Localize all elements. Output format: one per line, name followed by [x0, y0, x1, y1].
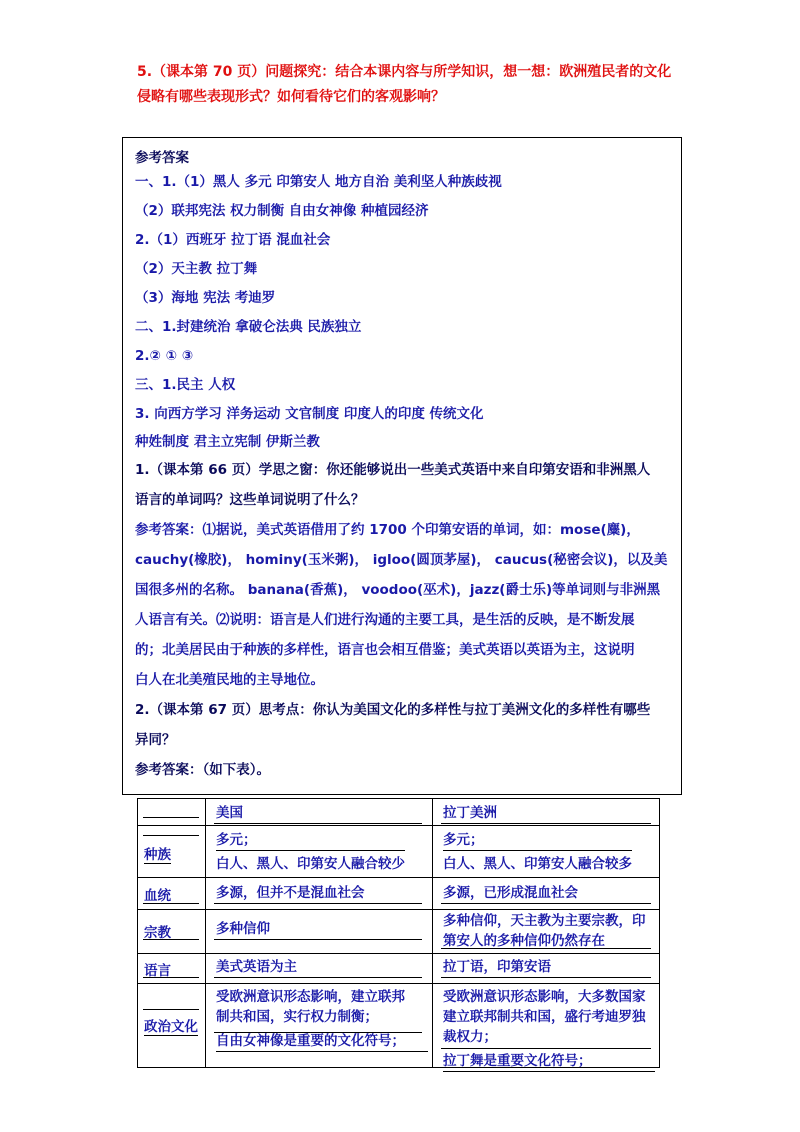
- column-divider: [432, 799, 433, 1067]
- cell-underline: [441, 903, 651, 904]
- cell-us-religion: 多种信仰: [216, 921, 270, 937]
- row-divider: [138, 825, 659, 826]
- question-5-line-1: 5.（课本第 70 页）问题探究：结合本课内容与所学知识，想一想：欧洲殖民者的文化: [137, 64, 672, 80]
- question-5: [137, 60, 677, 110]
- answer-line: （2）天主教 拉丁舞: [135, 261, 258, 277]
- cell-text: 多元；: [216, 830, 405, 851]
- cell-text: 多种信仰，天主教为主要宗教，印: [443, 913, 646, 929]
- answer-1-line: 人语言有关。⑵说明：语言是人们进行沟通的主要工具，是生活的反映，是不断发展: [135, 612, 635, 628]
- cell-underline: [214, 1032, 422, 1033]
- row-label-race: 种族: [144, 843, 171, 864]
- question-2-line-1: 2.（课本第 67 页）思考点：你认为美国文化的多样性与拉丁美洲文化的多样性有哪些: [135, 702, 651, 718]
- answer-line: （2）联邦宪法 权力制衡 自由女神像 种植园经济: [135, 203, 429, 219]
- cell-us-lineage: 多源，但并不是混血社会: [216, 885, 365, 901]
- header-latin-america: 拉丁美洲: [443, 805, 497, 821]
- answer-box: [122, 137, 682, 795]
- answer-line: 3. 向西方学习 洋务运动 文官制度 印度人的印度 传统文化: [135, 406, 484, 422]
- cell-text: 建立联邦制共和国，盛行考迪罗独: [443, 1009, 646, 1025]
- cell-text: 多元；: [443, 830, 632, 851]
- label-overline: [143, 835, 199, 836]
- answer-line: （3）海地 宪法 考迪罗: [135, 290, 276, 306]
- answer-line: 二、1.封建统治 拿破仑法典 民族独立: [135, 319, 362, 335]
- cell-text: 受欧洲意识形态影响，建立联邦: [216, 989, 405, 1005]
- cell-text: 第安人的多种信仰仍然存在: [443, 933, 605, 949]
- cell-us-race: [216, 830, 405, 874]
- answer-1-line: cauchy(橡胶)， hominy(玉米粥)， igloo(圆顶茅屋)， caucus(秘密会议)，以及美: [135, 552, 668, 568]
- question-5-line-2: 侵略有哪些表现形式？如何看待它们的客观影响？: [137, 89, 445, 105]
- cell-underline: [441, 977, 651, 978]
- cell-us-political-culture: [216, 987, 428, 1052]
- header-underline: [214, 823, 422, 824]
- cell-underline: [214, 939, 422, 940]
- answer-1-line: 的；北美居民由于种族的多样性，语言也会相互借鉴；美式英语以英语为主，这说明: [135, 642, 635, 658]
- answer-line: 2.② ① ③: [135, 348, 194, 364]
- cell-text: 白人、黑人、印第安人融合较少: [216, 856, 405, 872]
- row-divider: [138, 953, 659, 954]
- row-label-lineage: 血统: [144, 888, 171, 904]
- answer-heading: 参考答案: [135, 150, 189, 166]
- cell-la-lineage: 多源，已形成混血社会: [443, 885, 578, 901]
- cell-text: 受欧洲意识形态影响，大多数国家: [443, 989, 646, 1005]
- row-divider: [138, 909, 659, 910]
- cell-la-language: 拉丁语，印第安语: [443, 959, 551, 975]
- cell-text: 制共和国，实行权力制衡；: [216, 1009, 378, 1025]
- question-2-line-2: 异同？: [135, 732, 176, 748]
- label-underline: [143, 903, 199, 904]
- header-us: 美国: [216, 805, 243, 821]
- blank-header-underline: [143, 817, 199, 818]
- cell-underline: [441, 1048, 651, 1049]
- row-label-political-culture: 政治文化: [144, 1015, 198, 1036]
- row-label-religion: 宗教: [144, 925, 171, 941]
- cell-text: 白人、黑人、印第安人融合较多: [443, 856, 632, 872]
- cell-underline: [441, 948, 651, 949]
- answer-1-line: 国很多州的名称。 banana(香蕉)， voodoo(巫术)，jazz(爵士乐)等单词则与非洲黑: [135, 582, 661, 598]
- cell-la-race: [443, 830, 632, 874]
- row-divider: [138, 877, 659, 878]
- answer-line: 2.（1）西班牙 拉丁语 混血社会: [135, 232, 331, 248]
- cell-la-political-culture: [443, 987, 655, 1072]
- cell-la-religion: [443, 911, 655, 951]
- header-underline: [441, 823, 651, 824]
- answer-2: 参考答案：（如下表）。: [135, 762, 270, 778]
- label-overline: [143, 1009, 199, 1010]
- cell-underline: [214, 903, 422, 904]
- answer-1-line: 参考答案：⑴据说，美式英语借用了约 1700 个印第安语的单词，如：mose(麋)，: [135, 522, 640, 538]
- cell-us-language: 美式英语为主: [216, 959, 297, 975]
- row-divider: [138, 983, 659, 984]
- label-underline: [143, 939, 199, 940]
- answer-1-line: 白人在北美殖民地的主导地位。: [135, 672, 324, 688]
- cell-text: 自由女神像是重要的文化符号；: [216, 1031, 428, 1052]
- cell-text: 裁权力；: [443, 1029, 497, 1045]
- label-underline: [143, 977, 199, 978]
- cell-text: 拉丁舞是重要文化符号；: [443, 1051, 655, 1072]
- question-1-line-1: 1.（课本第 66 页）学思之窗：你还能够说出一些美式英语中来自印第安语和非洲黑人: [135, 462, 651, 478]
- comparison-table: [137, 798, 660, 1068]
- cell-underline: [214, 977, 422, 978]
- question-1-line-2: 语言的单词吗？这些单词说明了什么？: [135, 492, 365, 508]
- answer-line: 三、1.民主 人权: [135, 377, 236, 393]
- column-divider: [205, 799, 206, 1067]
- row-label-language: 语言: [144, 963, 171, 979]
- answer-line: 一、1.（1）黑人 多元 印第安人 地方自治 美利坚人种族歧视: [135, 174, 502, 190]
- answer-line: 种姓制度 君主立宪制 伊斯兰教: [135, 434, 320, 450]
